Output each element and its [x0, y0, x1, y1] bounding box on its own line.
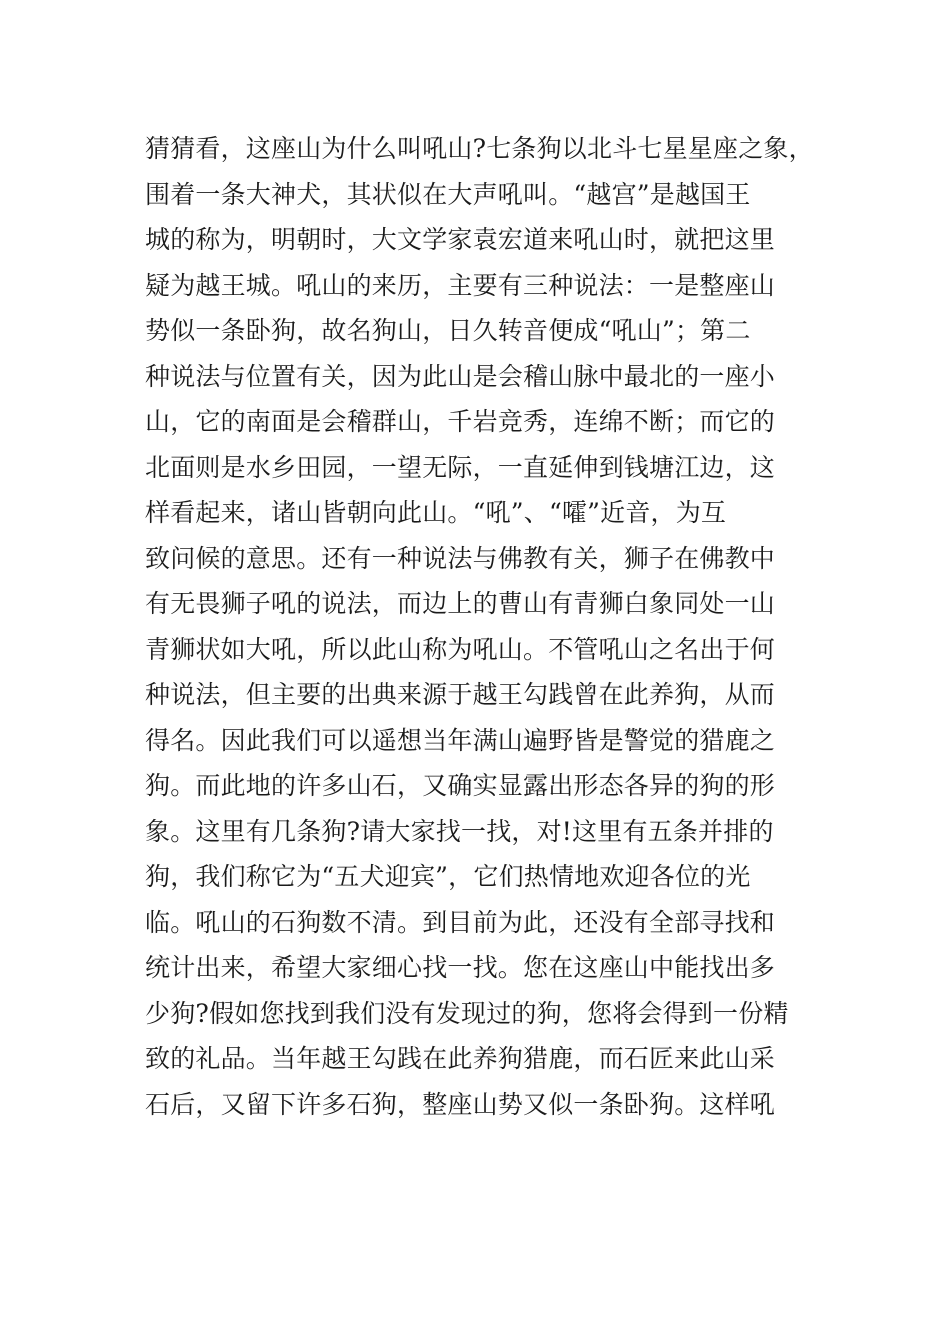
- text-line: 象。这里有几条狗?请大家找一找，对!这里有五条并排的: [145, 816, 774, 846]
- body-paragraph: [145, 126, 815, 1127]
- text-line: 北面则是水乡田园，一望无际，一直延伸到钱塘江边，这: [145, 452, 776, 482]
- text-line: 城的称为，明朝时，大文学家袁宏道来吼山时，就把这里: [145, 225, 776, 254]
- text-line: 狗。而此地的许多山石，又确实显露出形态各异的狗的形: [145, 771, 776, 800]
- text-line: 致问候的意思。还有一种说法与佛教有关，狮子在佛教中: [145, 543, 776, 573]
- text-line: 临。吼山的石狗数不清。到目前为此，还没有全部寻找和: [145, 907, 776, 937]
- text-line: 统计出来，希望大家细心找一找。您在这座山中能找出多: [145, 953, 776, 982]
- text-line: 狗，我们称它为“五犬迎宾”，它们热情地欢迎各位的光: [145, 862, 751, 891]
- text-line: 得名。因此我们可以遥想当年满山遍野皆是警觉的猎鹿之: [145, 725, 776, 755]
- text-line: 致的礼品。当年越王勾践在此养狗猎鹿，而石匠来此山采: [145, 1044, 776, 1073]
- text-line: 有无畏狮子吼的说法，而边上的曹山有青狮白象同处一山: [145, 589, 776, 618]
- text-line: 石后，又留下许多石狗，整座山势又似一条卧狗。这样吼: [145, 1089, 776, 1119]
- text-line: 猜猜看，这座山为什么叫吼山?七条狗以北斗七星星座之象，: [145, 134, 814, 163]
- text-line: 青狮状如大吼，所以此山称为吼山。不管吼山之名出于何: [145, 634, 776, 664]
- text-line: 种说法，但主要的出典来源于越王勾践曾在此养狗，从而: [145, 680, 776, 709]
- text-line: 种说法与位置有关，因为此山是会稽山脉中最北的一座小: [145, 361, 776, 391]
- text-line: 样看起来，诸山皆朝向此山。“吼”、“嚯”近音，为互: [145, 498, 727, 527]
- text-line: 围着一条大神犬，其状似在大声吼叫。“越宫”是越国王: [145, 179, 751, 209]
- text-line: 少狗?假如您找到我们没有发现过的狗，您将会得到一份精: [145, 998, 789, 1028]
- text-line: 疑为越王城。吼山的来历，主要有三种说法：一是整座山: [145, 270, 776, 300]
- text-line: 山，它的南面是会稽群山，千岩竞秀，连绵不断；而它的: [145, 407, 776, 436]
- text-line: 势似一条卧狗，故名狗山，日久转音便成“吼山”；第二: [145, 316, 751, 345]
